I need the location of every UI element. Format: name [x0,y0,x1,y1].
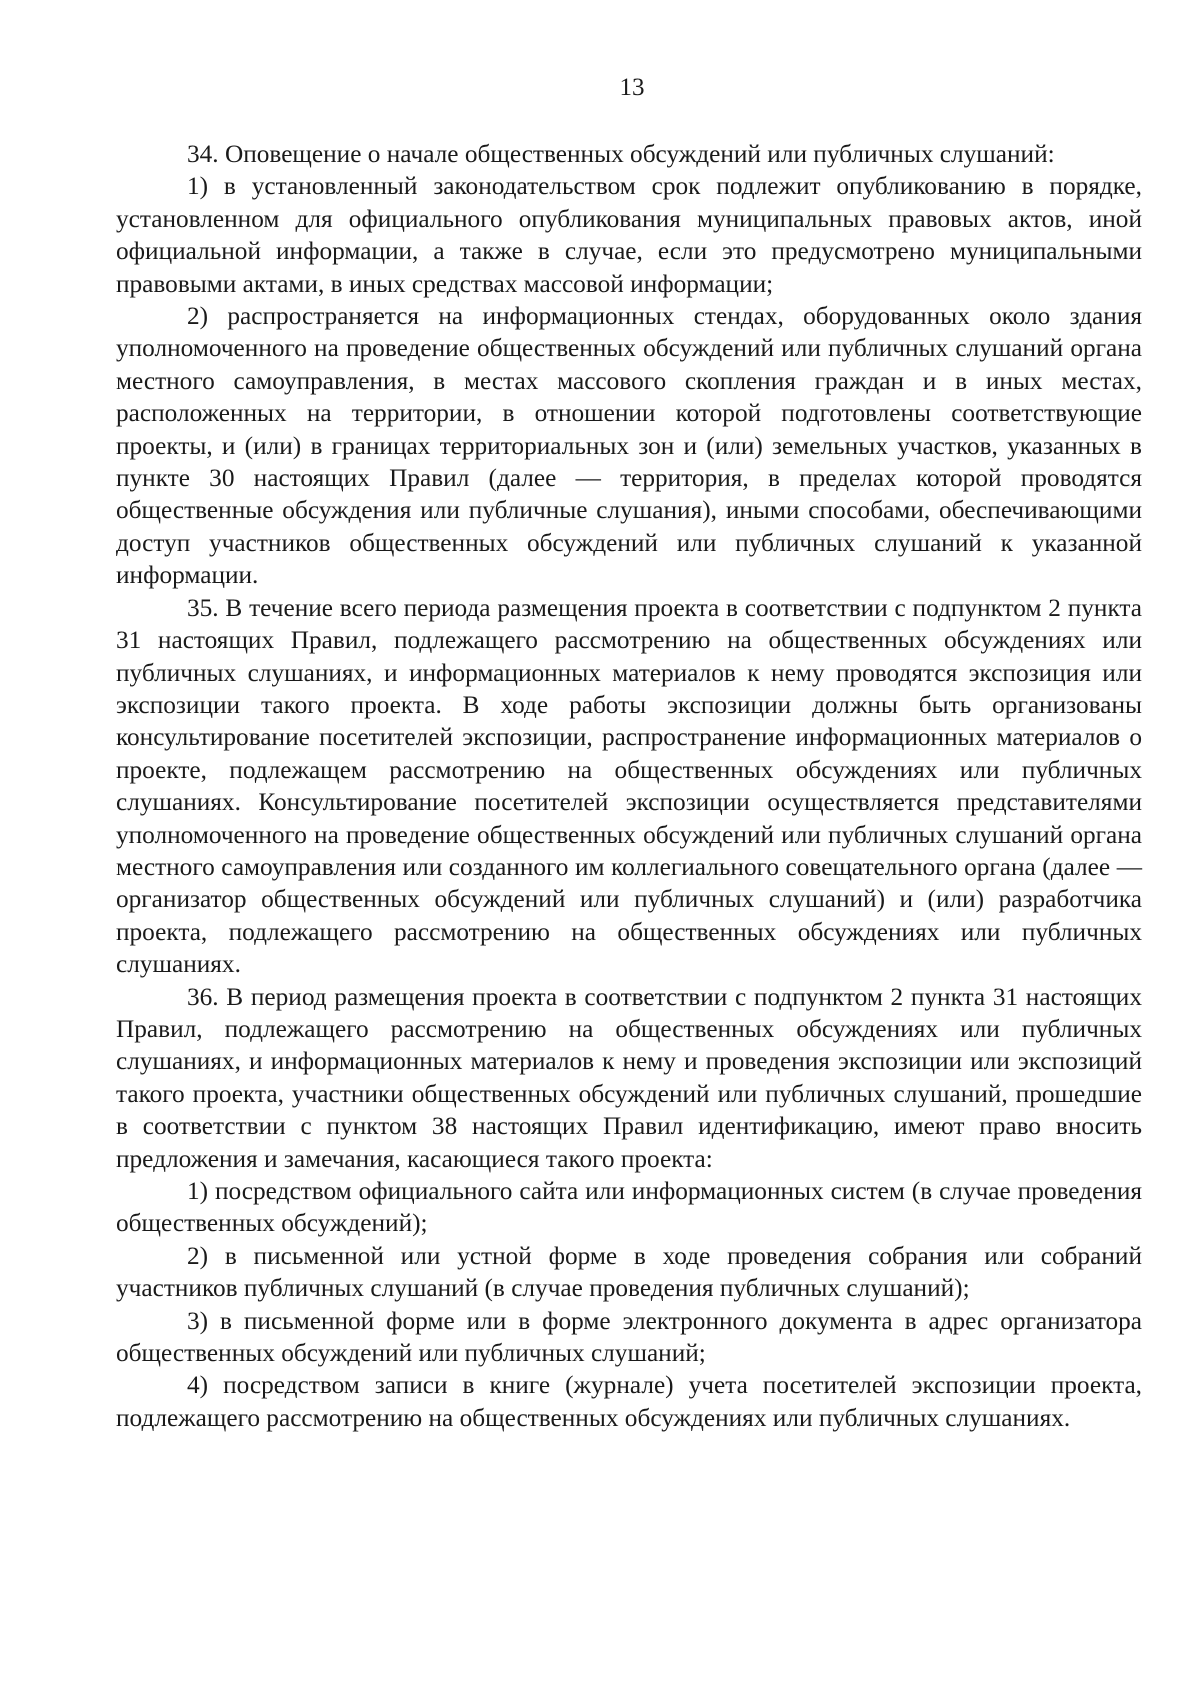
paragraph-34-item-1: 1) в установленный законодательством срок подлежит опубликованию в порядке, установленном для официального опубликования муниципальных правовых актов, иной официальной информации, а также в случае, если это предусмотрено муниципальными правовыми актами, в иных средствах массовой информации; [116,172,1142,298]
paragraph-36-item-4: 4) посредством записи в книге (журнале) учета посетителей экспозиции проекта, подлежащего рассмотрению на общественных обсуждениях или публичных слушаниях. [116,1371,1142,1432]
paragraph-35: 35. В течение всего периода размещения проекта в соответствии с подпунктом 2 пункта 31 настоящих Правил, подлежащего рассмотрению на общественных обсуждениях или публичных слушаниях, и информационных материалов к нему проводятся экспозиция или экспозиции такого проекта. В ходе работы экспозиции должны быть организованы консультирование посетителей экспозиции, распространение информационных материалов о проекте, подлежащем рассмотрению на общественных обсуждениях или публичных слушаниях. Консультирование посетителей экспозиции осуществляется представителями уполномоченного на проведение общественных обсуждений или публичных слушаний органа местного самоуправления или созданного им коллегиального совещательного органа (далее — организатор общественных обсуждений или публичных слушаний) и (или) разработчика проекта, подлежащего рассмотрению на общественных обсуждениях или публичных слушаниях. [116,593,1142,979]
paragraph-36-item-1: 1) посредством официального сайта или информационных систем (в случае проведения общественных обсуждений); [116,1177,1142,1238]
paragraph-36: 36. В период размещения проекта в соответствии с подпунктом 2 пункта 31 настоящих Правил, подлежащего рассмотрению на общественных обсуждениях или публичных слушаниях, и информационных материалов к нему и проведения экспозиции или экспозиций такого проекта, участники общественных обсуждений или публичных слушаний, прошедшие в соответствии с пунктом 38 настоящих Правил идентификацию, имеют право вносить предложения и замечания, касающиеся такого проекта: [116,982,1142,1173]
paragraph-34-item-2: 2) распространяется на информационных стендах, оборудованных около здания уполномоченного на проведение общественных обсуждений или публичных слушаний органа местного самоуправления, в местах массового скопления граждан и в иных местах, расположенных на территории, в отношении которой подготовлены соответствующие проекты, и (или) в границах территориальных зон и (или) земельных участков, указанных в пункте 30 настоящих Правил (далее — территория, в пределах которой проводятся общественные обсуждения или публичные слушания), иными способами, обеспечивающими доступ участников общественных обсуждений или публичных слушаний к указанной информации. [116,302,1142,590]
page-number: 13 [619,74,645,101]
paragraph-34: 34. Оповещение о начале общественных обсуждений или публичных слушаний: [187,140,1055,168]
document-body [116,138,1142,1434]
paragraph-36-item-3: 3) в письменной форме или в форме электронного документа в адрес организатора общественных обсуждений или публичных слушаний; [116,1306,1142,1368]
paragraph-36-item-2: 2) в письменной или устной форме в ходе проведения собрания или собраний участников публичных слушаний (в случае проведения публичных слушаний); [116,1241,1142,1303]
